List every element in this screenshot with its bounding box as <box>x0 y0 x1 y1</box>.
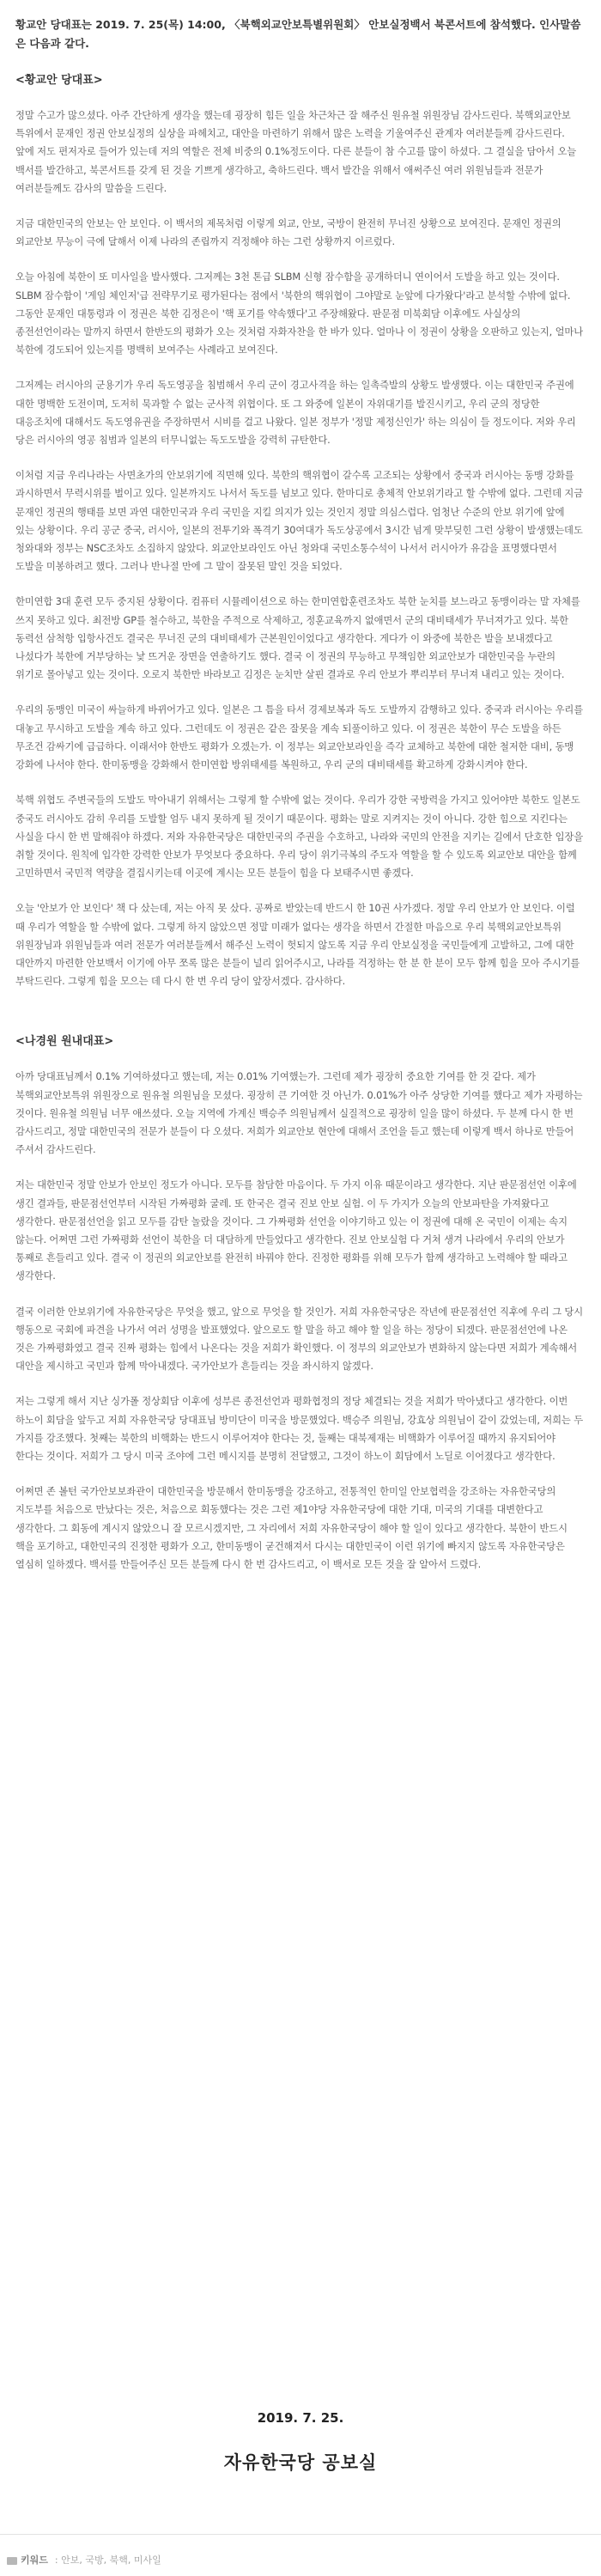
paragraph: 오늘 '안보가 안 보인다' 책 다 샀는데, 저는 아직 못 샀다. 공짜로 받았는데 반드시 한 10권 사가겠다. 정말 우리 안보가 안 보인다. 이럴 때 우리가 역할을 할 수밖에 없다. 그렇게 하지 않았으면 정말 미래가 없다는 생각을 하면서 간절한 마음으로 우리 북핵외교안보특위 위원장님과 위원님들과 여러 전문가 여러분들께서 해주신 노력이 헛되지 않도록 지금 우리 안보실정을 국민들에게 고발하고, 그에 대한 대안까지 마련한 안보백서 이기에 아무 쪼록 많은 분들이 널리 읽어주시고, 나라를 걱정하는 한 분 한 분이 모두 함께 힘을 모아 주시기를 부탁드린다. 그렇게 힘을 모으는 데 다시 한 번 우리 당이 앞장서겠다. 감사하다. <box>15 903 580 988</box>
keyword-tags <box>7 2553 161 2567</box>
keyword-label: 키워드 <box>21 2555 48 2566</box>
paragraph: 북핵 위협도 주변국들의 도발도 막아내기 위해서는 그렇게 할 수밖에 없는 것이다. 우리가 강한 국방력을 가지고 있어야만 북한도 일본도 중국도 러시아도 감히 우리를 도발할 엄두 내지 못하게 될 것이기 때문이다. 평화는 말로 지켜지는 것이 아니다. 강한 힘으로 지킨다는 사실을 다시 한 번 말해줘야 하겠다. 저와 자유한국당은 대한민국의 주권을 수호하고, 나라와 국민의 안전을 지키는 길에서 단호한 입장을 취할 것이다. 원칙에 입각한 강력한 안보가 무엇보다 중요하다. 우리 당이 위기극복의 주도자 역할을 할 수 있도록 외교안보 대안을 함께 고민하면서 국민적 역량을 결집시키는데 이곳에 계시는 모든 분들이 힘을 다 보태주시면 좋겠다. <box>15 795 584 880</box>
paragraph: 정말 수고가 많으셨다. 아주 간단하게 생각을 했는데 굉장히 힘든 일을 차근차근 잘 해주신 원유철 위원장님 감사드린다. 북핵외교안보 특위에서 문재인 정권 안보실정의 실상을 파헤치고, 대안을 마련하기 위해서 많은 노력을 기울여주신 관계자 여러분들께 감사드린다. 앞에 저도 편저자로 들어가 있는데 저의 역할은 전체 비중의 0.1%정도이다. 다른 분들이 참 수고를 많이 하셨다. 그 결실을 담아서 오늘 백서를 발간하고, 북콘서트를 갖게 된 것을 기쁘게 생각하고, 축하드린다. 백서 발간을 위해서 애써주신 여러 위원님들과 전문가 여러분들께도 감사의 말씀을 드린다. <box>15 110 577 194</box>
keyword-list[interactable]: : 안보, 국방, 북핵, 미사일 <box>54 2555 161 2566</box>
paragraph: 오늘 아침에 북한이 또 미사일을 발사했다. 그저께는 3천 톤급 SLBM 신형 잠수함을 공개하더니 연이어서 도발을 하고 있는 것이다. SLBM 잠수함이 '게임 체인저'급 전략무기로 평가된다는 점에서 '북한의 핵위협이 그야말로 눈앞에 다가왔다'라고 분석할 수밖에 없다. 그동안 문재인 대통령과 이 정권은 북한 김정은이 '핵 포기를 약속했다'고 주장해왔다. 판문점 미북회담 이후에도 사실상의 종전선언이라는 말까지 하면서 한반도의 평화가 오는 것처럼 자화자찬을 한 바가 있다. 얼마나 이 정권이 상황을 오판하고 있는지, 얼마나 북한에 경도되어 있는지를 명백히 보여주는 사례라고 보여진다. <box>15 271 584 356</box>
paragraph: 지금 대한민국의 안보는 안 보인다. 이 백서의 제목처럼 이렇게 외교, 안보, 국방이 완전히 무너진 상황으로 보여진다. 문재인 정권의 외교안보 무능이 극에 달해서 이제 나라의 존립까지 걱정해야 하는 그런 상황까지 이르렀다. <box>15 218 562 248</box>
release-date: 2019. 7. 25. <box>257 2410 344 2426</box>
paragraph: 우리의 동맹인 미국이 싸늘하게 바뀌어가고 있다. 일본은 그 틈을 타서 경제보복과 독도 도발까지 감행하고 있다. 중국과 러시아는 우리를 대놓고 무시하고 도발을 계속 하고 있다. 그런데도 이 정권은 같은 잘못을 계속 되풀이하고 있다. 이 정권은 북한이 무슨 도발을 하든 무조건 감싸기에 급급하다. 이래서야 한반도 평화가 오겠는가. 이 정부는 외교안보라인을 즉각 교체하고 북한에 대한 철저한 대비, 동맹 강화에 나서야 한다. 한미동맹을 강화해서 한미연합 방위태세를 복원하고, 우리 군의 대비태세를 확고하게 강화시켜야 한다. <box>15 704 584 771</box>
paragraph: 이처럼 지금 우리나라는 사면초가의 안보위기에 직면해 있다. 북한의 핵위협이 갈수록 고조되는 상황에서 중국과 러시아는 동맹 강화를 과시하면서 무력시위를 벌이고 있다. 일본까지도 나서서 독도를 넘보고 있다. 한마디로 총체적 안보위기라고 할 수밖에 없다. 그런데 지금 문재인 정권의 행태를 보면 과연 대한민국과 우리 국민을 지킬 의지가 있는 것인지 정말 의심스럽다. 엄청난 수준의 안보 위기에 앞에 있는 상황이다. 우리 공군 중국, 러시아, 일본의 전투기와 폭격기 30여대가 독도상공에서 3시간 넘게 맞부딪힌 그런 상황이 발생했는데도 청와대와 정부는 NSC조차도 소집하지 않았다. 외교안보라인도 아닌 청와대 국민소통수석이 나서서 러시아가 유감을 표명했다면서 도발을 미봉하려고 했다. 그러나 반나절 만에 그 말이 잘못된 말인 것을 되었다. <box>15 470 584 573</box>
paragraph: 아까 당대표님께서 0.1% 기여하셨다고 했는데, 저는 0.01% 기여했는가. 그런데 제가 굉장히 중요한 기여를 한 것 같다. 제가 북핵외교안보특위 위원장으로 원유철 의원님을 모셨다. 굉장히 큰 기여한 것 아닌가. 0.01%가 아주 상당한 기여를 했다고 제가 자평하는 것이다. 원유철 의원님 너무 애쓰셨다. 오늘 지역에 가계신 백승주 의원님께서 실질적으로 굉장히 일을 많이 하셨다. 두 분께 다시 한 번 감사드리고, 정말 대한민국의 전문가 분들이 다 오셨다. 저희가 외교안보 현안에 대해서 조언을 듣고 했는데 이렇게 백서 하나로 만들어 주셔서 감사드린다. <box>15 1071 583 1156</box>
paragraph: 결국 이러한 안보위기에 자유한국당은 무엇을 했고, 앞으로 무엇을 할 것인가. 저희 자유한국당은 작년에 판문점선언 직후에 우리 그 당시 행동으로 국회에 파견을 나가서 여러 성명을 발표했었다. 앞으로도 할 말을 하고 해야 할 일을 하는 정당이 되겠다. 판문점선언에 나온 것은 가짜평화였고 결국 진짜 평화는 힘에서 나온다는 것을 저희가 확인했다. 이 정부의 외교안보가 변화하지 않는다면 저희가 계속해서 대안을 제시하고 국민과 함께 막아내겠다. 국가안보가 흔들리는 것을 좌시하지 않겠다. <box>15 1306 584 1373</box>
footer-divider <box>0 2534 601 2535</box>
paragraph: 저는 그렇게 해서 지난 싱가폴 정상회담 이후에 성부른 종전선언과 평화협정의 정당 체결되는 것을 저희가 막아냈다고 생각한다. 이번 하노이 회담을 앞두고 저희 자유한국당 당대표님 방미단이 미국을 방문했었다. 백승주 의원님, 강효상 의원님이 같이 갔었는데, 저희는 두 가지를 강조했다. 첫째는 북한의 비핵화는 반드시 이루어져야 한다는 것, 둘째는 대북제재는 비핵화가 이루어질 때까지 유지되어야 한다는 것이다. 저희가 그 당시 미국 조야에 그런 메시지를 분명히 전달했고, 그것이 하노이 회담에서 노딜로 이어졌다고 생각한다. <box>15 1396 584 1462</box>
issuing-office: 자유한국당 공보실 <box>223 2452 378 2473</box>
section-hwang <box>15 72 586 990</box>
paragraph: 어쩌면 존 볼턴 국가안보보좌관이 대한민국을 방문해서 한미동맹을 강조하고, 전통적인 한미일 안보협력을 강조하는 자유한국당의 지도부를 처음으로 만났다는 것은, 처음으로 회동했다는 것은 그런 제1야당 자유한국당에 대한 기대, 미국의 기대를 대변한다고 생각한다. 그 회동에 계시지 않았으니 잘 모르시겠지만, 그 자리에서 저희 자유한국당이 해야 할 일이 있다고 생각한다. 북한이 반드시 핵을 포기하고, 대한민국의 진정한 평화가 오고, 한미동맹이 굳건해져서 다시는 대한민국이 이런 위기에 빠지지 않도록 자유한국당은 열심히 일하겠다. 백서를 만들어주신 모든 분들께 다시 한 번 감사드리고, 이 백서로 모든 것을 잘 알아서 드렸다. <box>15 1486 568 1570</box>
speaker-heading: <나경원 원내대표> <box>15 1035 114 1049</box>
press-release-body <box>15 15 586 1591</box>
intro-paragraph: 황교안 당대표는 2019. 7. 25(목) 14:00, 〈북핵외교안보특별위원회〉 안보실정백서 북콘서트에 참석했다. 인사말씀은 다음과 같다. <box>15 18 581 50</box>
speaker-heading: <황교안 당대표> <box>15 74 103 87</box>
paragraph: 그저께는 러시아의 군용기가 우리 독도영공을 침범해서 우리 군이 경고사격을 하는 일촉즉발의 상황도 발생했다. 이는 대한민국 주권에 대한 명백한 도전이며, 도저히 묵과할 수 없는 군사적 위협이다. 또 그 와중에 일본이 자위대기를 발진시키고, 우리 군의 정당한 대응조치에 대해서도 독도영유권을 주장하면서 시비를 걸고 나왔다. 일본 정부가 '정말 제정신인가' 하는 의심이 들 정도이다. 저와 우리 당은 러시아의 영공 침범과 일본의 터무니없는 독도도발을 강력히 규탄한다. <box>15 380 576 447</box>
paragraph: 저는 대한민국 정말 안보가 안보인 정도가 아니다. 모두를 참담한 마음이다. 두 가지 이유 때문이라고 생각한다. 지난 판문점선언 이후에 생긴 결과들, 판문점선언부터 시작된 가짜평화 굴레. 또 한국은 결국 진보 안보 실험. 이 두 가지가 오늘의 안보파탄을 가져왔다고 생각한다. 판문점선언을 읽고 모두를 감탄 놀랐을 것이다. 그 가짜평화 선언을 이야기하고 있는 이 정권에 대해 온 국민이 이제는 속지 않는다. 어쩌면 그런 가짜평화 선언이 북한을 더 대담하게 만들었다고 생각한다. 진보 안보실험 다 거쳐 생겨 나라에서 우리의 안보가 통째로 흔들리고 있다. 결국 이 정권의 외교안보를 완전히 바꿔야 한다. 진정한 평화를 위해 모두가 함께 생각하고 노력해야 할 때라고 생각한다. <box>15 1179 577 1282</box>
tag-icon <box>7 2557 17 2565</box>
section-na <box>15 1033 586 1574</box>
paragraph: 한미연합 3대 훈련 모두 중지된 상황이다. 컴퓨터 시뮬레이션으로 하는 한미연합훈련조차도 북한 눈치를 보느라고 동맹이라는 말 자체를 쓰지 못하고 있다. 최전방 GP를 철수하고, 북한을 주적으로 삭제하고, 정훈교육까지 없애면서 군의 대비태세가 무너져가고 있다. 북한 동력선 삼척항 입항사건도 결국은 무너진 군의 대비태세가 근본원인이었다고 생각한다. 게다가 이 와중에 북한은 발을 보내겠다고 나섰다가 북한에 거부당하는 낯 뜨거운 장면을 연출하기도 했다. 결국 이 정권의 무능하고 무책임한 외교안보가 대한민국을 누란의 위기로 몰아넣고 있는 것이다. 오로지 북한만 바라보고 김정은 눈치만 살핀 결과로 우리 안보가 뿌리부터 무너져 내리고 있는 것이다. <box>15 596 580 681</box>
